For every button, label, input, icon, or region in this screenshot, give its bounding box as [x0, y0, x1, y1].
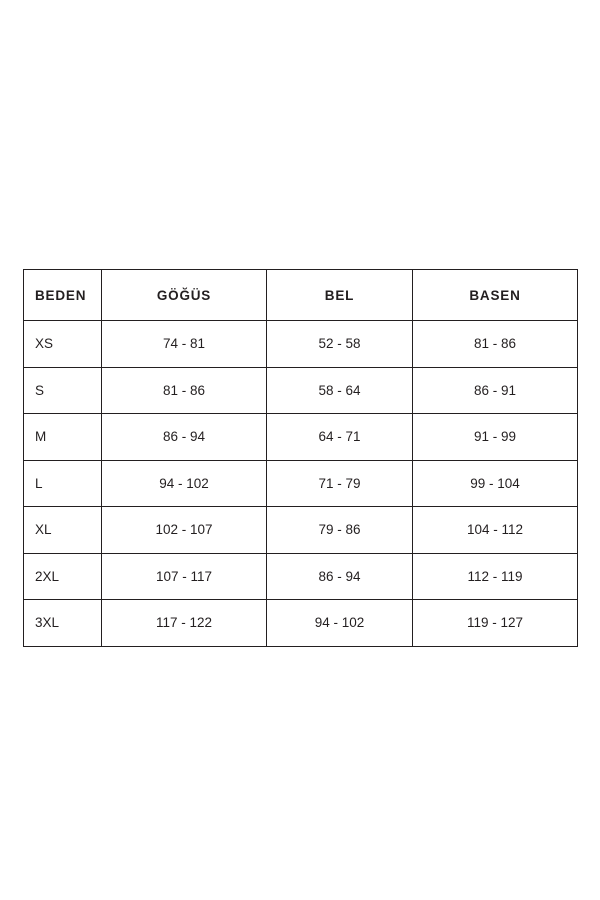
cell-size: M — [24, 414, 102, 461]
cell-size: XS — [24, 321, 102, 368]
column-header-bel: BEL — [267, 270, 413, 321]
column-header-basen: BASEN — [413, 270, 578, 321]
table-row — [24, 414, 578, 461]
cell-hip: 81 - 86 — [413, 321, 578, 368]
cell-hip: 99 - 104 — [413, 460, 578, 507]
cell-chest: 86 - 94 — [102, 414, 267, 461]
cell-hip: 104 - 112 — [413, 507, 578, 554]
table-row — [24, 553, 578, 600]
cell-hip: 119 - 127 — [413, 600, 578, 647]
table-row — [24, 600, 578, 647]
cell-size: 2XL — [24, 553, 102, 600]
cell-size: L — [24, 460, 102, 507]
cell-hip: 86 - 91 — [413, 367, 578, 414]
column-header-beden: BEDEN — [24, 270, 102, 321]
cell-waist: 86 - 94 — [267, 553, 413, 600]
table-header — [24, 270, 578, 321]
cell-size: 3XL — [24, 600, 102, 647]
column-header-gogus: GÖĞÜS — [102, 270, 267, 321]
cell-waist: 52 - 58 — [267, 321, 413, 368]
cell-chest: 102 - 107 — [102, 507, 267, 554]
table-row — [24, 507, 578, 554]
cell-chest: 107 - 117 — [102, 553, 267, 600]
cell-chest: 81 - 86 — [102, 367, 267, 414]
cell-waist: 94 - 102 — [267, 600, 413, 647]
table-row — [24, 460, 578, 507]
cell-size: S — [24, 367, 102, 414]
table-row — [24, 321, 578, 368]
cell-waist: 71 - 79 — [267, 460, 413, 507]
size-chart-container — [23, 269, 577, 647]
table-row — [24, 367, 578, 414]
cell-waist: 58 - 64 — [267, 367, 413, 414]
cell-hip: 112 - 119 — [413, 553, 578, 600]
cell-waist: 79 - 86 — [267, 507, 413, 554]
cell-size: XL — [24, 507, 102, 554]
cell-chest: 94 - 102 — [102, 460, 267, 507]
cell-chest: 117 - 122 — [102, 600, 267, 647]
cell-hip: 91 - 99 — [413, 414, 578, 461]
table-body — [24, 321, 578, 647]
cell-waist: 64 - 71 — [267, 414, 413, 461]
cell-chest: 74 - 81 — [102, 321, 267, 368]
size-chart-table — [23, 269, 578, 647]
table-header-row — [24, 270, 578, 321]
